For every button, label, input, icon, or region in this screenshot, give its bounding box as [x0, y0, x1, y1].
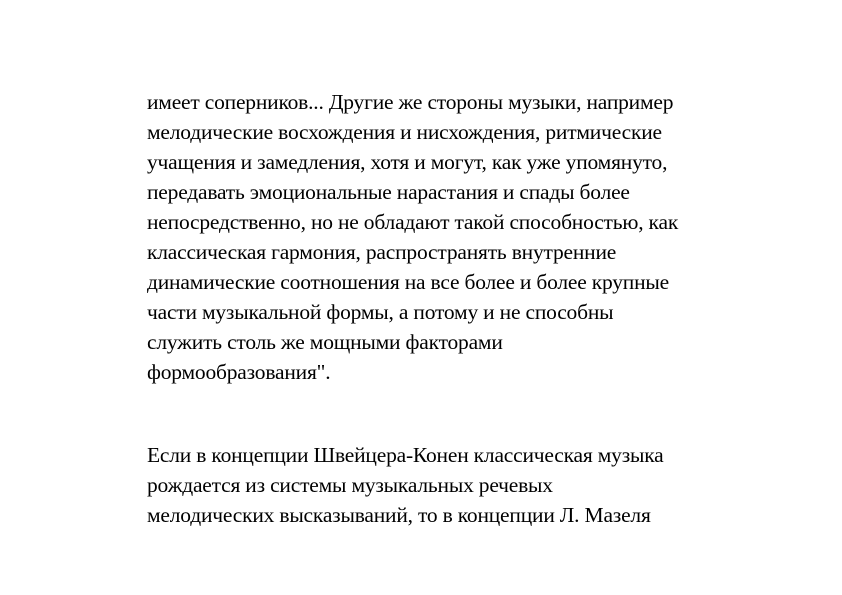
paragraph-1: [147, 87, 747, 387]
text-line: передавать эмоциональные нарастания и спады более: [147, 180, 630, 204]
paragraph-2: [147, 440, 747, 530]
text-line: классическая гармония, распространять внутренние: [147, 240, 617, 264]
text-line: учащения и замедления, хотя и могут, как уже упомянуто,: [147, 150, 668, 174]
text-line: динамические соотношения на все более и более крупные: [147, 270, 669, 294]
text-line: служить столь же мощными факторами: [147, 330, 503, 354]
text-line: мелодические восхождения и нисхождения, ритмические: [147, 120, 662, 144]
text-line: непосредственно, но не обладают такой способностью, как: [147, 210, 679, 234]
text-line: Если в концепции Швейцера-Конен классическая музыка: [147, 443, 664, 467]
text-line: мелодических высказываний, то в концепции Л. Мазеля: [147, 503, 651, 527]
text-line: части музыкальной формы, а потому и не способны: [147, 300, 614, 324]
text-line: имеет соперников... Другие же стороны музыки, например: [147, 90, 674, 114]
text-line: рождается из системы музыкальных речевых: [147, 473, 553, 497]
text-line: формообразования".: [147, 360, 331, 384]
